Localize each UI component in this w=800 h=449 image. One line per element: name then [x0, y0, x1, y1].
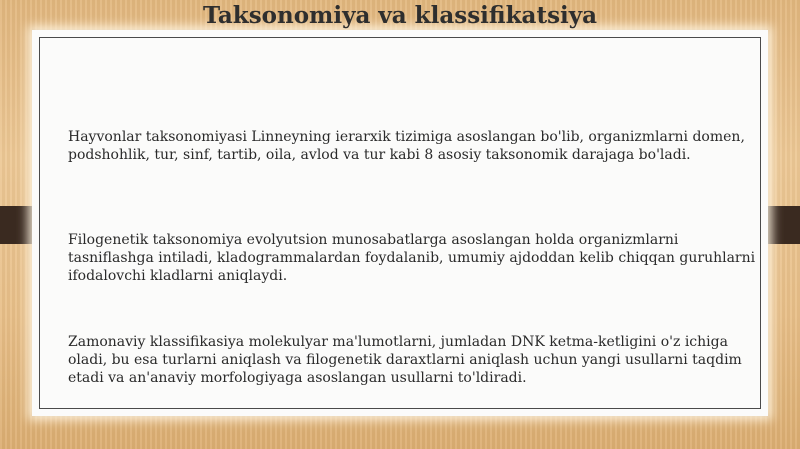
paragraph-phylogenetic-taxonomy: Filogenetik taksonomiya evolyutsion munosabatlarga asoslangan holda organizmlarni tasniflashga intiladi, kladogrammalardan foydalanib, umumiy ajdoddan kelib chiqqan guruhlarni ifodalovchi kladlarni aniqlaydi.	[68, 232, 756, 284]
slide-title: Taksonomiya va klassifikatsiya	[202, 2, 598, 29]
paragraph-linnean-taxonomy: Hayvonlar taksonomiyasi Linneyning ierarxik tizimiga asoslangan bo'lib, organizmlarni domen, podshohlik, tur, sinf, tartib, oila, avlod va tur kabi 8 asosiy taksonomik darajaga bo'ladi.	[68, 129, 745, 163]
paragraph-modern-classification: Zamonaviy klassifikasiya molekulyar ma'lumotlarni, jumladan DNK ketma-ketligini o'z ichiga oladi, bu esa turlarni aniqlash va filogenetik daraxtlarni aniqlash uchun yangi usullarni taqdim etadi va an'anaviy morfologiyaga asoslangan usullarni to'ldiradi.	[68, 334, 742, 386]
